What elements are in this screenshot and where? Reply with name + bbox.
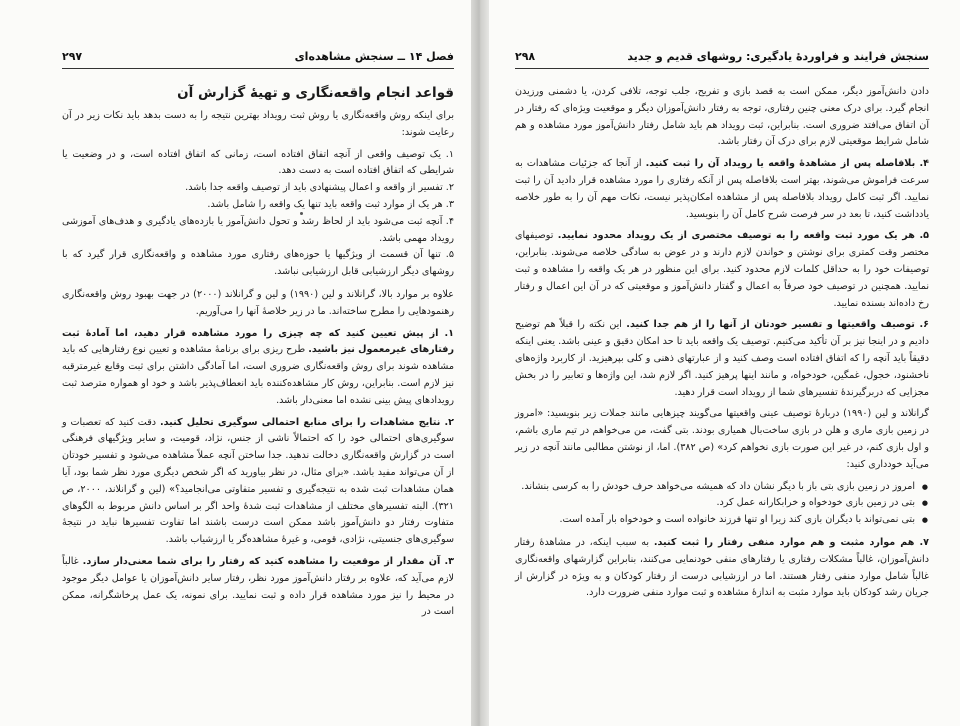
scan-speck	[300, 212, 303, 215]
guideline-body: توصیفهای مختصر وقت کمتری برای نوشتن و خواندن لازم دارند و در عوض به سادگی خلاصه می‌شوند. بنابراین، توصیفات خود را به حداقل کلمات لازم محدود کنید. برای این منظور در هر یک واقعه را مشاهده و ثبت نمایید. همچنین در توصیف خود صرفاً به اعمال و گفتار دانش‌آموز و موقعیتی که در آن این اعمال و رفتار رخ داده‌اند بسنده نمایید.	[515, 230, 929, 309]
right-page-number: ۲۹۸	[515, 50, 536, 63]
guideline-point	[62, 554, 454, 621]
bad-examples-list	[515, 479, 929, 529]
guideline-body: این نکته را قبلاً هم توضیح دادیم و در اینجا نیز بر آن تأکید می‌کنیم. توصیف یک واقعه باید تا حد امکان دقیق و عینی باشد. یعنی اینکه دقیقاً باید آنچه را که اتفاق افتاده است وصف کنید و از عبارتهای ذهنی و کلی بپرهیزید. از کاربرد واژه‌های ناخشنود، خجول، غمگین، خودخواه، و مانند اینها پرهیز کنید. اگر لازم شد، این واژه‌ها و تعابیر را در بخش مجزایی که دربرگیرندهٔ تفسیرهای شما از رویداد است قرار دهید.	[515, 319, 929, 398]
guideline-body: غالباً لازم می‌آید که، علاوه بر رفتار دانش‌آموز مورد نظر، رفتار سایر دانش‌آموزان یا عوامل دیگر موجود در محیط را نیز مورد مشاهده قرار داده و ثبت نمایید. برای نمونه، یک عمل پرخاشگرانه، ممکن است در	[62, 555, 454, 618]
guideline-lead: ۵. هر یک مورد ثبت واقعه را به توصیف مختصری از یک رویداد محدود نمایید.	[557, 230, 929, 242]
guideline-body: از آنجا که جزئیات مشاهدات به سرعت فراموش می‌شوند، بهتر است بلافاصله پس از آنکه رفتاری را مورد مشاهده قرار دادید آن را ثبت نمایید. اگر ثبت کامل رویداد بلافاصله پس از مشاهده امکان‌پذیر نیست، نکات مهم آن را به طور خلاصه یادداشت کنید، تا بعد در سر فرصت شرح کامل آن را بنویسید.	[515, 158, 929, 220]
guideline-point	[62, 415, 454, 549]
guideline-point	[515, 228, 929, 312]
guideline-lead: ۴. بلافاصله پس از مشاهدهٔ واقعه یا رویداد آن را ثبت کنید.	[645, 158, 930, 170]
rule-item: ۲. تفسیر از واقعه و اعمال پیشنهادی باید از توصیف واقعه جدا باشد.	[185, 182, 454, 194]
list-item: ● بتی در زمین بازی خودخواه و خرابکارانه عمل کرد.	[515, 495, 915, 512]
rule-item: ۵. تنها آن قسمت از ویژگیها یا حوزه‌های رفتاری مورد مشاهده و واقعه‌نگاری قرار گیرد که با روشهای دیگر ارزشیابی قابل ارزشیابی نباشد.	[62, 249, 454, 278]
right-header-rule	[515, 68, 929, 69]
rule-item: ۳. هر یک از موارد ثبت واقعه باید تنها یک واقعه را شامل باشد.	[207, 198, 454, 210]
left-page	[0, 0, 471, 726]
right-header-title: سنجش فرایند و فراوردهٔ یادگیری: روشهای قدیم و جدید	[627, 50, 929, 63]
guideline-point	[515, 535, 929, 602]
guideline-point	[515, 317, 929, 401]
guidelines-summary: علاوه بر موارد بالا، گرانلاند و لین (۱۹۹۰) و لین و گرانلاند (۲۰۰۰) در جهت بهبود روش واقعه‌نگاری رهنمودهایی را مطرح ساخته‌اند. ما در زیر خلاصهٔ آنها را می‌آوریم.	[62, 288, 455, 317]
guideline-lead: ۲. نتایج مشاهدات را برای منابع احتمالی سوگیری تحلیل کنید.	[159, 416, 454, 428]
guideline-point	[62, 326, 454, 410]
guideline-lead: ۷. هم موارد مثبت و هم موارد منفی رفتار را ثبت کنید.	[653, 536, 929, 548]
guideline-lead: ۶. توصیف واقعیتها و تفسیر خودتان از آنها را از هم جدا کنید.	[626, 319, 930, 331]
right-page	[489, 0, 960, 726]
list-item: ● بتی نمی‌تواند با دیگران بازی کند زیرا او تنها فرزند خانواده است و خودخواه بار آمده است.	[515, 512, 915, 529]
guideline-lead: ۱. از پیش تعیین کنید که چه چیزی را مورد مشاهده قرار دهید، اما آمادهٔ ثبت رفتارهای غیرمعمول نیز باشید.	[62, 327, 454, 356]
guideline-lead: ۳. آن مقدار از موقعیت را مشاهده کنید که رفتار را برای شما معنی‌دار سازد.	[82, 555, 454, 567]
rule-item: ۴. آنچه ثبت می‌شود باید از لحاظ رشد و تحول دانش‌آموز یا بازده‌های یادگیری و هدف‌های آموزشی رویداد مهمی باشد.	[62, 215, 454, 244]
rules-list	[62, 147, 454, 281]
left-page-body	[62, 82, 454, 626]
rule-item: ۱. یک توصیف واقعی از آنچه اتفاق افتاده است، زمانی که اتفاق افتاده است، و در وضعیت یا شرایطی که اتفاق افتاده است به دست دهد.	[62, 148, 454, 177]
right-page-header	[515, 50, 929, 68]
right-page-body	[515, 84, 929, 607]
left-header-rule	[62, 68, 454, 69]
guideline-body: دقت کنید که تعصبات و سوگیری‌های احتمالی خود را که احتمالاً ناشی از جنس، نژاد، قومیت، و سایر ویژگیهای فرهنگی است در گزارش واقعه‌نگاری دخالت ندهید. جدا ساختن آنچه عملاً مشاهده می‌شود و تفسیر خودتان از آن می‌تواند مفید باشد. «برای مثال، در نظر بیاورید که اگر شخص دیگری مورد نظر شما بود، آیا همان مشاهدات ثبت شده به نتیجه‌گیری و تفسیر متفاوتی می‌انجامید؟» (لین و گرانلاند، ۲۰۰۰، ص ۳۲۱). البته تفسیرهای مختلف از مشاهدات ثبت شدهٔ واحد اگر بر اساس دانش مربوط به الگوهای متفاوت رفتار دو دانش‌آموز باشد ممکن است درست باشند اما تفاوت تفسیرها نباید در نتیجهٔ سوگیری‌های جنسیتی، نژادی، قومی، و غیرهٔ مشاهده‌گر یا ارزشیاب باشد.	[62, 416, 454, 546]
left-page-header	[62, 50, 454, 68]
guideline-body: به سبب اینکه، در مشاهدهٔ رفتار دانش‌آموزان، غالباً مشکلات رفتاری یا رفتارهای منفی خودنمایی می‌کنند، بنابراین گزارشهای واقعه‌نگاری غالباً شامل موارد منفی رفتار هستند. اما در ارزشیابی درست از رفتار کودکان و به ویژه در گزارش از جریان رشد کودکان باید موارد مثبت به اندازهٔ مشاهده و ثبت موارد منفی ضرورت دارد.	[515, 536, 929, 599]
left-header-title: فصل ۱۴ ــ سنجش مشاهده‌ای	[294, 50, 454, 63]
continued-paragraph: دادن دانش‌آموز دیگر، ممکن است به قصد بازی و تفریح، جلب توجه، تلافی کردن، یا دشمنی ورزیدن انجام گیرد. برای درک معنی چنین رفتاری، توجه به رفتار دانش‌آموزان دیگر و موقعیت ویژه‌ای که رفتار در آن اتفاق می‌افتد ضروری است. بنابراین، ثبت رویداد هم باید شامل رفتار دانش‌آموز مورد مشاهده و هم شامل شرایط موقعیتی لازم برای درک آن رفتار باشد.	[515, 86, 929, 148]
left-page-number: ۲۹۷	[62, 50, 83, 63]
section-intro: برای اینکه روش واقعه‌نگاری یا روش ثبت رویداد بهترین نتیجه را به دست بدهد باید نکات زیر در آن رعایت شوند:	[62, 110, 454, 138]
section-title: قواعد انجام واقعه‌نگاری و تهیهٔ گزارش آن	[177, 85, 454, 101]
guideline-point	[515, 156, 929, 223]
guideline-body: طرح ریزی برای برنامهٔ مشاهده و تعیین نوع رفتارهایی که باید مشاهده شوند برای روش واقعه‌نگاری ضروری است، اما آمادگی داشتن برای ثبت وقایع غیرمترقبه نیز لازم است. بنابراین، روش کار مشاهده‌کننده باید انعطاف‌پذیر باشد و خود او همواره مترصد ثبت رویدادهای پیش بینی نشده اما معنی‌دار باشد.	[62, 344, 454, 406]
book-gutter	[471, 0, 489, 726]
list-item: ● امروز در زمین بازی بتی باز با دیگر نشان داد که همیشه می‌خواهد حرف خودش را به کرسی بنشاند.	[515, 479, 915, 496]
example-intro: گرانلاند و لین (۱۹۹۰) دربارهٔ توصیف عینی واقعیتها می‌گویند چیزهایی مانند جملات زیر بنویسید: «امروز در زمین بازی ماری و هلن در بازی ساخت‌بال همیاری بودند. بتی گفت، من می‌خواهم در تیم ماری باشم، و اول بازی کنم، در غیر این صورت بازی نخواهم کرد» (ص ۳۸۲). اما، از نوشتن مطالبی مانند آنچه در زیر می‌آید خودداری کنید:	[515, 408, 929, 470]
